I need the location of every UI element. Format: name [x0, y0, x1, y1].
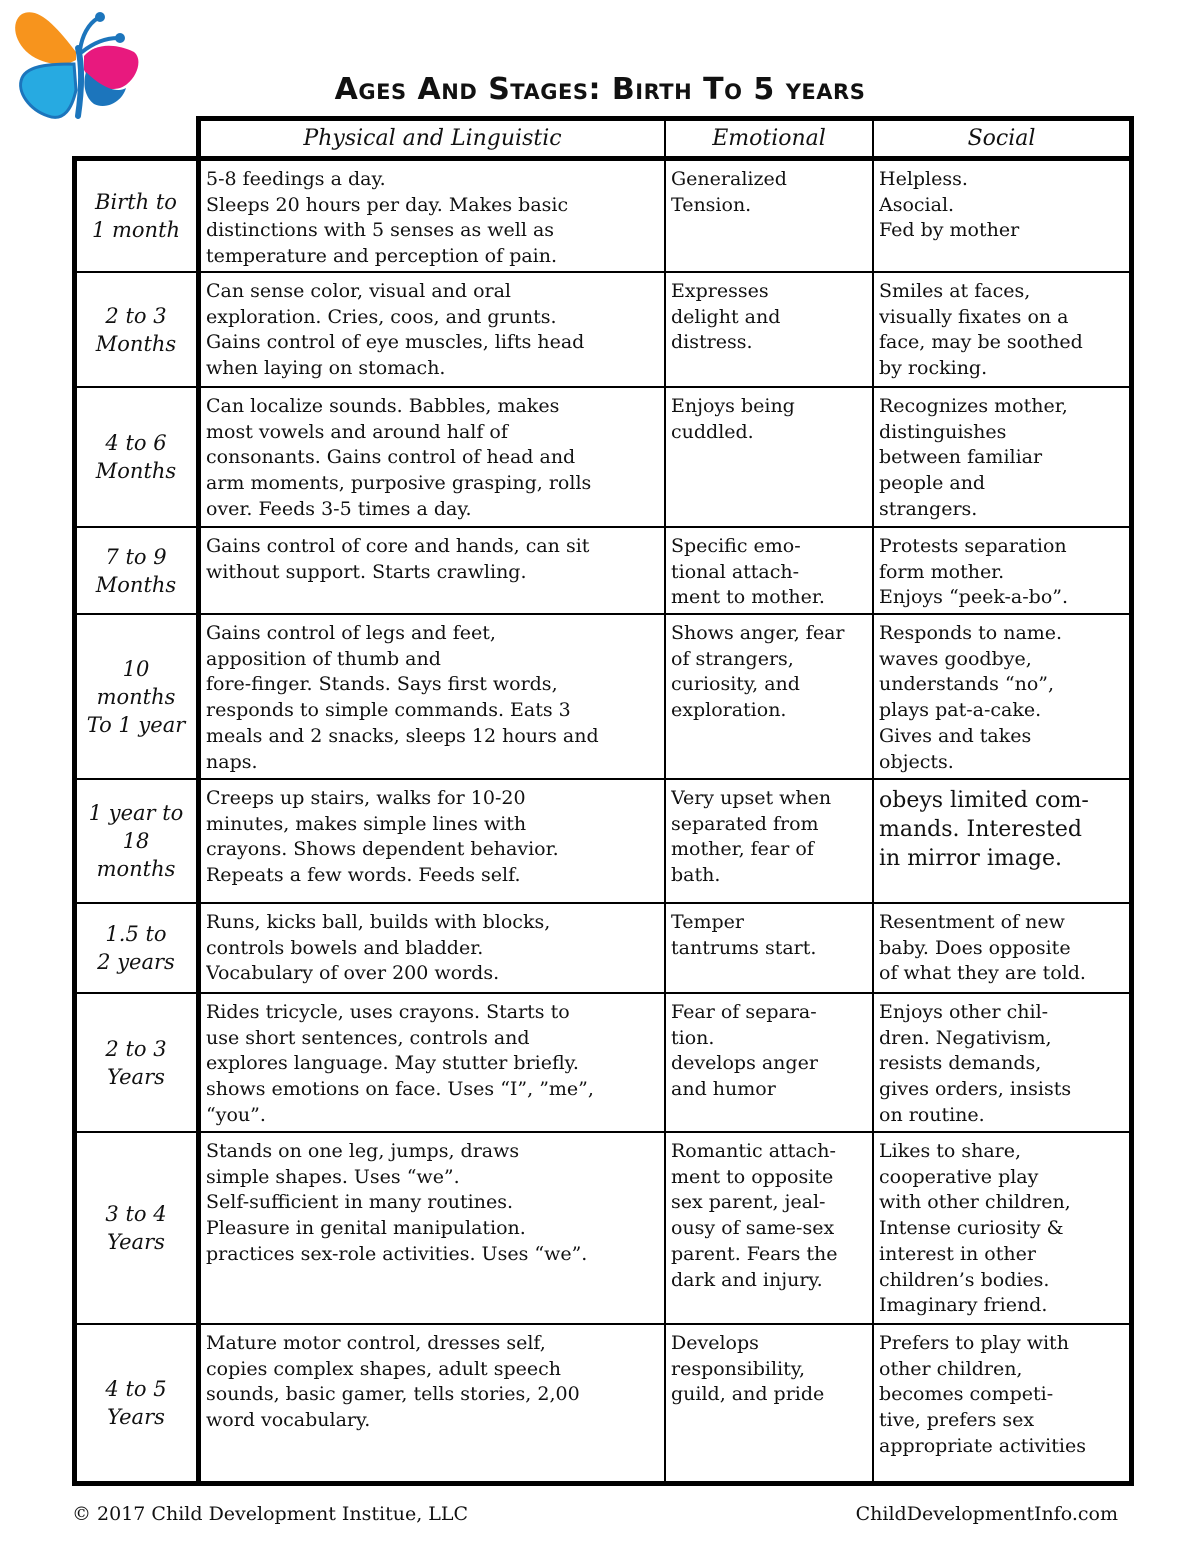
physical-linguistic-cell — [206, 273, 661, 386]
cell-text-line: children’s bodies. — [879, 1268, 1050, 1291]
cell-text-line: tantrums start. — [671, 936, 817, 959]
cell-text-line: separated from — [671, 812, 819, 835]
age-label-line: Months — [95, 331, 177, 356]
cell-text-line: Very upset when — [671, 787, 832, 809]
cell-text-line: tive, prefers sex — [879, 1409, 1035, 1432]
cell-text-line: delight and — [671, 305, 781, 328]
cell-text-line: when laying on stomach. — [206, 357, 446, 380]
emotional-cell — [671, 780, 869, 902]
cell-text-line: Vocabulary of over 200 words. — [206, 962, 500, 985]
cell-text-line: Prefers to play with — [879, 1332, 1069, 1354]
cell-text-line: copies complex shapes, adult speech — [206, 1357, 561, 1380]
cell-text-line: Enjoys “peek-a-bo”. — [879, 586, 1069, 609]
cell-text-line: consonants. Gains control of head and — [206, 446, 576, 469]
cell-text-line: Enjoys being — [671, 395, 795, 417]
age-label-line: Years — [107, 1405, 165, 1429]
cell-text-line: resists demands, — [879, 1052, 1042, 1075]
cell-text-line: of strangers, — [671, 647, 794, 670]
header-physical-linguistic: Physical and Linguistic — [303, 126, 562, 151]
cell-text-line: plays pat-a-cake. — [879, 699, 1042, 722]
age-cell — [77, 904, 195, 992]
footer-copyright: © 2017 Child Development Institue, LLC — [72, 1503, 469, 1525]
cell-text-line: crayons. Shows dependent behavior. — [206, 838, 559, 861]
cell-text-line: Can sense color, visual and oral — [206, 280, 512, 302]
cell-text-line: ment to opposite — [671, 1165, 834, 1188]
social-cell — [879, 780, 1126, 902]
social-cell — [879, 273, 1126, 386]
cell-text-line: Pleasure in genital manipulation. — [206, 1217, 526, 1240]
table-right-border — [1129, 116, 1134, 1486]
cell-text-line: sounds, basic gamer, tells stories, 2,00 — [206, 1383, 580, 1406]
emotional-cell — [671, 1325, 869, 1481]
cell-text-line: responsibility, — [671, 1357, 806, 1380]
age-cell — [77, 1325, 195, 1481]
age-cell — [77, 528, 195, 613]
cell-text-line: Can localize sounds. Babbles, makes — [206, 395, 560, 417]
cell-text-line: Stands on one leg, jumps, draws — [206, 1140, 520, 1162]
cell-text-line: naps. — [206, 750, 258, 773]
physical-linguistic-cell — [206, 615, 661, 778]
age-label-line: 1 year to — [88, 801, 184, 825]
cell-text-line: curiosity, and — [671, 673, 800, 696]
social-cell — [879, 388, 1126, 526]
age-label-line: months — [96, 857, 176, 881]
cell-text-line: other children, — [879, 1357, 1023, 1380]
cell-text-line: face, may be soothed — [879, 331, 1083, 354]
age-label-line: 18 — [122, 829, 150, 853]
cell-text-line: Gives and takes — [879, 724, 1032, 747]
cell-text-line: ment to mother. — [671, 586, 825, 609]
header-social: Social — [967, 126, 1036, 151]
age-label-line: 2 to 3 — [105, 1036, 167, 1061]
age-label-line: 1 month — [91, 218, 181, 242]
age-label-line: 2 years — [97, 950, 175, 974]
cell-text-line: mother, fear of — [671, 838, 814, 861]
age-label — [105, 1035, 166, 1091]
cell-text-line: shows emotions on face. Uses “I”, ”me”, — [206, 1078, 594, 1101]
age-label-line: Birth to — [95, 190, 177, 214]
cell-text-line: minutes, makes simple lines with — [206, 812, 527, 835]
cell-text-line: strangers. — [879, 497, 978, 520]
cell-text-line: of what they are told. — [879, 962, 1086, 985]
physical-linguistic-cell — [206, 528, 661, 613]
page-title: Ages And Stages: Birth To 5 years — [334, 72, 866, 107]
cell-text-line: people and — [879, 472, 986, 495]
cell-text-line: responds to simple commands. Eats 3 — [206, 699, 571, 722]
cell-text-line: 5-8 feedings a day. — [206, 168, 386, 190]
cell-text-line: most vowels and around half of — [206, 420, 508, 443]
cell-text-line: Recognizes mother, — [879, 395, 1068, 417]
cell-text-line: Responds to name. — [879, 622, 1063, 644]
cell-text-line: Generalized — [671, 168, 787, 190]
cell-text-line: visually fixates on a — [879, 305, 1069, 328]
cell-text-line: “you”. — [206, 1103, 266, 1126]
cell-text-line: without support. Starts crawling. — [206, 560, 527, 583]
social-cell — [879, 1325, 1126, 1481]
cell-text-line: Fear of separa- — [671, 1001, 817, 1023]
cell-text-line: by rocking. — [879, 357, 988, 380]
cell-text-line: obeys limited com- — [879, 788, 1089, 813]
cell-text-line: dren. Negativism, — [879, 1026, 1052, 1049]
social-cell — [879, 1133, 1126, 1323]
age-cell — [77, 161, 195, 271]
cell-text-line: baby. Does opposite — [879, 936, 1071, 959]
cell-text-line: understands “no”, — [879, 673, 1055, 696]
emotional-cell — [671, 161, 869, 271]
cell-text-line: Expresses — [671, 280, 769, 302]
cell-text-line: distinctions with 5 senses as well as — [206, 219, 555, 242]
cell-text-line: Sleeps 20 hours per day. Makes basic — [206, 193, 569, 216]
cell-text-line: over. Feeds 3-5 times a day. — [206, 497, 472, 520]
cell-text-line: Runs, kicks ball, builds with blocks, — [206, 911, 551, 933]
emotional-cell — [671, 388, 869, 526]
cell-text-line: word vocabulary. — [206, 1409, 371, 1432]
age-label-line: 2 to 3 — [105, 303, 167, 328]
age-label — [97, 920, 175, 976]
cell-text-line: Mature motor control, dresses self, — [206, 1332, 546, 1354]
cell-text-line: develops anger — [671, 1052, 818, 1075]
age-label-line: 10 — [122, 656, 150, 681]
cell-text-line: explores language. May stutter briefly. — [206, 1052, 579, 1075]
cell-text-line: tion. — [671, 1026, 715, 1049]
table-bottom-border — [72, 1481, 1134, 1486]
butterfly-upper-left-wing — [15, 12, 76, 64]
age-label-line: 7 to 9 — [105, 544, 167, 569]
cell-text-line: distress. — [671, 331, 753, 354]
emotional-cell — [671, 994, 869, 1131]
cell-text-line: temperature and perception of pain. — [206, 245, 558, 268]
cell-text-line: Specific emo- — [671, 535, 801, 557]
physical-linguistic-cell — [206, 388, 661, 526]
cell-text-line: bath. — [671, 864, 721, 887]
cell-text-line: simple shapes. Uses “we”. — [206, 1165, 460, 1188]
footer-website: ChildDevelopmentInfo.com — [855, 1503, 1118, 1525]
social-cell — [879, 528, 1126, 613]
cell-text-line: guild, and pride — [671, 1383, 825, 1406]
cell-text-line: Creeps up stairs, walks for 10-20 — [206, 787, 526, 809]
physical-linguistic-cell — [206, 994, 661, 1131]
age-cell — [77, 388, 195, 526]
cell-text-line: gives orders, insists — [879, 1078, 1072, 1101]
cell-text-line: ousy of same-sex — [671, 1217, 835, 1240]
cell-text-line: Protests separation — [879, 535, 1067, 557]
cell-text-line: Rides tricycle, uses crayons. Starts to — [206, 1001, 570, 1023]
cell-text-line: objects. — [879, 750, 954, 773]
cell-text-line: Gains control of core and hands, can sit — [206, 535, 590, 557]
age-cell — [77, 273, 195, 386]
age-label-line: 1.5 to — [105, 922, 167, 946]
cell-text-line: meals and 2 snacks, sleeps 12 hours and — [206, 724, 599, 747]
cell-text-line: Shows anger, fear — [671, 622, 845, 644]
age-label-line: Months — [95, 572, 177, 597]
cell-text-line: arm moments, purposive grasping, rolls — [206, 472, 592, 495]
social-cell — [879, 161, 1126, 271]
cell-text-line: Romantic attach- — [671, 1140, 836, 1162]
physical-linguistic-cell — [206, 1133, 661, 1323]
age-cell — [77, 615, 195, 778]
cell-text-line: fore-finger. Stands. Says first words, — [206, 673, 558, 696]
cell-text-line: Self-sufficient in many routines. — [206, 1191, 513, 1214]
cell-text-line: Tension. — [671, 193, 752, 216]
age-label — [96, 543, 176, 599]
social-cell — [879, 904, 1126, 992]
emotional-column-border — [872, 116, 874, 1481]
cell-text-line: with other children, — [879, 1191, 1071, 1214]
age-label — [92, 188, 180, 244]
cell-text-line: Imaginary friend. — [879, 1294, 1048, 1317]
age-label — [89, 799, 184, 883]
cell-text-line: tional attach- — [671, 560, 800, 583]
cell-text-line: appropriate activities — [879, 1434, 1086, 1457]
cell-text-line: Smiles at faces, — [879, 280, 1031, 302]
cell-text-line: on routine. — [879, 1103, 985, 1126]
cell-text-line: interest in other — [879, 1242, 1036, 1265]
emotional-cell — [671, 273, 869, 386]
age-label — [87, 655, 186, 739]
cell-text-line: exploration. — [671, 699, 787, 722]
cell-text-line: parent. Fears the — [671, 1242, 838, 1265]
age-label-line: 3 to 4 — [105, 1202, 167, 1226]
age-label — [96, 302, 176, 358]
physical-linguistic-cell — [206, 780, 661, 902]
cell-text-line: Temper — [671, 911, 744, 933]
cell-text-line: and humor — [671, 1078, 776, 1101]
physical-linguistic-cell — [206, 161, 661, 271]
age-label — [105, 1200, 166, 1256]
cell-text-line: Intense curiosity & — [879, 1217, 1064, 1240]
cell-text-line: in mirror image. — [879, 846, 1062, 871]
emotional-cell — [671, 904, 869, 992]
cell-text-line: Likes to share, — [879, 1140, 1022, 1162]
cell-text-line: Asocial. — [879, 193, 955, 216]
cell-text-line: Resentment of new — [879, 911, 1065, 933]
cell-text-line: Gains control of legs and feet, — [206, 622, 496, 644]
social-cell — [879, 615, 1126, 778]
emotional-cell — [671, 1133, 869, 1323]
cell-text-line: form mother. — [879, 560, 1005, 583]
cell-text-line: between familiar — [879, 446, 1043, 469]
age-cell — [77, 1133, 195, 1323]
cell-text-line: controls bowels and bladder. — [206, 936, 484, 959]
cell-text-line: cuddled. — [671, 420, 754, 443]
cell-text-line: Enjoys other chil- — [879, 1001, 1049, 1023]
age-label-line: months — [96, 684, 176, 709]
header-emotional: Emotional — [712, 126, 826, 151]
age-label-line: 4 to 5 — [105, 1377, 167, 1401]
physical-linguistic-cell — [206, 1325, 661, 1481]
age-label-line: 4 to 6 — [105, 431, 167, 455]
cell-text-line: Gains control of eye muscles, lifts head — [206, 331, 585, 354]
cell-text-line: exploration. Cries, coos, and grunts. — [206, 305, 557, 328]
cell-text-line: sex parent, jeal- — [671, 1191, 826, 1214]
cell-text-line: Helpless. — [879, 168, 968, 190]
age-label-line: Years — [107, 1064, 165, 1089]
cell-text-line: dark and injury. — [671, 1268, 823, 1291]
age-label-line: Years — [107, 1230, 165, 1254]
cell-text-line: practices sex-role activities. Uses “we”. — [206, 1242, 588, 1265]
cell-text-line: Develops — [671, 1332, 759, 1354]
cell-text-line: apposition of thumb and — [206, 647, 441, 670]
cell-text-line: mands. Interested — [879, 817, 1082, 842]
cell-text-line: Repeats a few words. Feeds self. — [206, 864, 521, 887]
physical-linguistic-cell — [206, 904, 661, 992]
age-label — [96, 429, 176, 485]
cell-text-line: waves goodbye, — [879, 647, 1032, 670]
ages-stages-table — [72, 116, 1132, 1484]
physical-column-border — [664, 116, 666, 1481]
cell-text-line: distinguishes — [879, 420, 1007, 443]
age-cell — [77, 994, 195, 1131]
social-cell — [879, 994, 1126, 1131]
emotional-cell — [671, 615, 869, 778]
age-cell — [77, 780, 195, 902]
cell-text-line: cooperative play — [879, 1165, 1039, 1188]
cell-text-line: use short sentences, controls and — [206, 1026, 530, 1049]
age-label-line: Months — [95, 459, 177, 483]
age-label-line: To 1 year — [86, 712, 186, 737]
cell-text-line: Fed by mother — [879, 219, 1020, 242]
emotional-cell — [671, 528, 869, 613]
age-column-border — [196, 156, 201, 1481]
cell-text-line: becomes competi- — [879, 1383, 1054, 1406]
age-label — [105, 1375, 166, 1431]
